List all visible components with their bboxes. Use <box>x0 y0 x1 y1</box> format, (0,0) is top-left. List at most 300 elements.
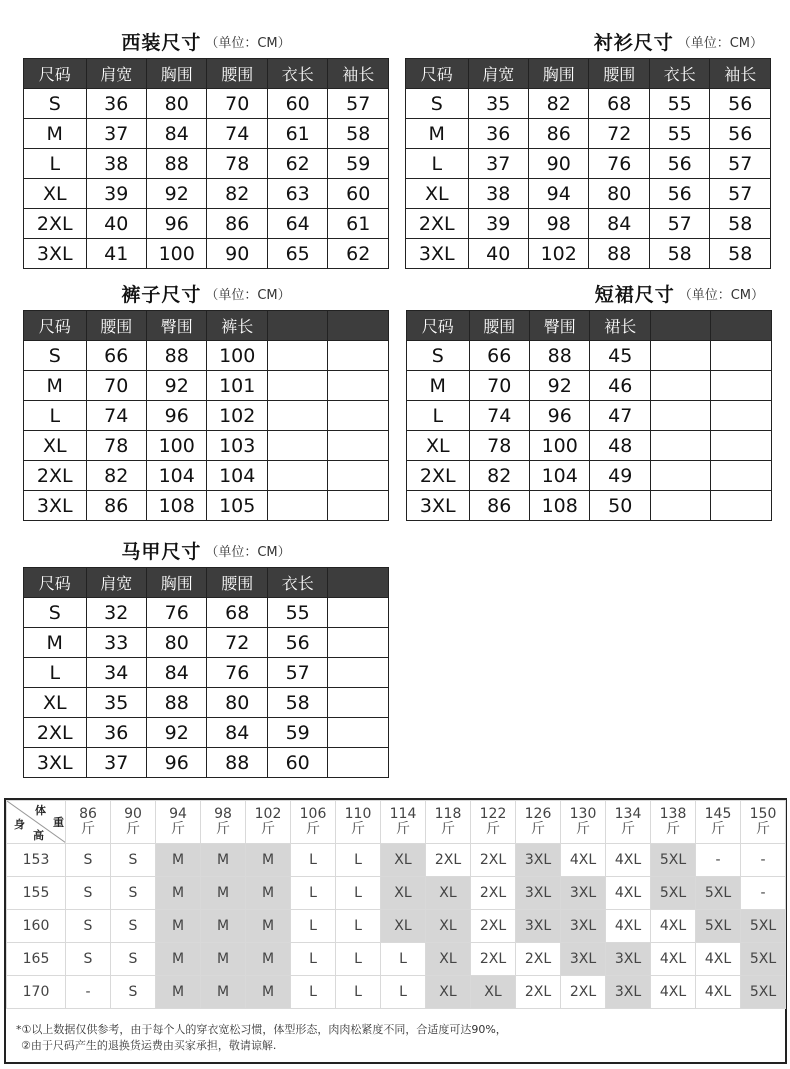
suit-value-cell: 70 <box>207 89 267 119</box>
shirt-value-cell: 88 <box>589 239 649 269</box>
vest-size-cell: 2XL <box>24 718 87 748</box>
suit-table-row <box>24 149 389 179</box>
vest-value-cell: 35 <box>86 688 146 718</box>
recommended-size-cell: L <box>336 943 381 976</box>
shirt-size-cell: XL <box>406 179 469 209</box>
vest-value-cell <box>328 598 389 628</box>
pants-value-cell <box>328 431 389 461</box>
weight-header-row <box>7 801 786 844</box>
vest-value-cell: 36 <box>86 718 146 748</box>
weight-header-cell <box>291 801 336 844</box>
skirt-table-row <box>407 371 772 401</box>
suit-title-text: 西装尺寸 <box>121 32 202 54</box>
recommended-size-cell: M <box>156 877 201 910</box>
pants-value-cell <box>267 341 327 371</box>
recommended-size-cell: XL <box>381 844 426 877</box>
weight-header-cell <box>471 801 516 844</box>
vest-value-cell: 76 <box>146 598 206 628</box>
shirt-table-row <box>406 119 771 149</box>
suit-header-cell: 衣长 <box>267 59 327 89</box>
weight-value: 138 <box>659 806 687 822</box>
recommended-size-cell: XL <box>426 910 471 943</box>
weight-value: 130 <box>569 806 597 822</box>
skirt-table-row <box>407 431 772 461</box>
vest-value-cell: 33 <box>86 628 146 658</box>
size-recommendation-chart <box>4 798 787 1064</box>
suit-value-cell: 86 <box>207 209 267 239</box>
skirt-value-cell: 86 <box>469 491 529 521</box>
vest-value-cell: 72 <box>207 628 267 658</box>
pants-header-cell: 臀围 <box>146 311 206 341</box>
recommendation-table <box>6 800 786 1009</box>
recommended-size-cell: M <box>156 910 201 943</box>
recommended-size-cell: M <box>201 877 246 910</box>
skirt-value-cell <box>650 491 710 521</box>
suit-value-cell: 61 <box>328 209 389 239</box>
suit-value-cell: 38 <box>86 149 146 179</box>
pants-value-cell <box>267 461 327 491</box>
weight-unit: 斤 <box>756 821 770 837</box>
vest-value-cell <box>328 688 389 718</box>
suit-value-cell: 63 <box>267 179 327 209</box>
skirt-value-cell <box>650 341 710 371</box>
vest-size-cell: XL <box>24 688 87 718</box>
shirt-value-cell: 55 <box>649 89 709 119</box>
suit-value-cell: 80 <box>146 89 206 119</box>
suit-header-cell: 肩宽 <box>86 59 146 89</box>
shirt-table-row <box>406 209 771 239</box>
skirt-header-cell <box>711 311 772 341</box>
shirt-value-cell: 58 <box>710 209 771 239</box>
vest-title-text: 马甲尺寸 <box>121 541 202 563</box>
weight-value: 94 <box>169 806 187 822</box>
size-notes <box>16 1022 507 1054</box>
vest-value-cell: 80 <box>207 688 267 718</box>
pants-size-cell: 2XL <box>24 461 87 491</box>
pants-header-cell <box>328 311 389 341</box>
shirt-table-row <box>406 89 771 119</box>
vest-table-row <box>24 598 389 628</box>
shirt-size-cell: S <box>406 89 469 119</box>
suit-header-cell: 腰围 <box>207 59 267 89</box>
skirt-value-cell <box>650 401 710 431</box>
recommended-size-cell: XL <box>426 976 471 1009</box>
recommended-size-cell: 3XL <box>516 877 561 910</box>
weight-header-cell <box>606 801 651 844</box>
height-row <box>7 910 786 943</box>
weight-unit: 斤 <box>666 821 680 837</box>
skirt-size-cell: 3XL <box>407 491 470 521</box>
recommended-size-cell: M <box>201 844 246 877</box>
pants-size-table <box>23 310 389 521</box>
weight-value: 110 <box>344 806 372 822</box>
recommended-size-cell: L <box>291 943 336 976</box>
pants-value-cell: 103 <box>207 431 267 461</box>
skirt-header-row <box>407 311 772 341</box>
skirt-value-cell: 70 <box>469 371 529 401</box>
pants-value-cell: 100 <box>146 431 206 461</box>
suit-value-cell: 59 <box>328 149 389 179</box>
recommended-size-cell: XL <box>471 976 516 1009</box>
skirt-value-cell: 100 <box>529 431 589 461</box>
weight-header-cell <box>201 801 246 844</box>
recommended-size-cell: 4XL <box>606 877 651 910</box>
recommended-size-cell: 4XL <box>651 910 696 943</box>
skirt-value-cell: 96 <box>529 401 589 431</box>
shirt-table-row <box>406 149 771 179</box>
vest-value-cell <box>328 658 389 688</box>
shirt-value-cell: 35 <box>468 89 528 119</box>
recommended-size-cell: S <box>111 976 156 1009</box>
suit-value-cell: 88 <box>146 149 206 179</box>
suit-value-cell: 36 <box>86 89 146 119</box>
vest-size-cell: S <box>24 598 87 628</box>
suit-size-title <box>23 28 389 58</box>
suit-value-cell: 62 <box>267 149 327 179</box>
weight-unit: 斤 <box>81 821 95 837</box>
recommended-size-cell: L <box>291 877 336 910</box>
pants-value-cell: 74 <box>86 401 146 431</box>
skirt-value-cell: 49 <box>590 461 650 491</box>
shirt-value-cell: 58 <box>649 239 709 269</box>
skirt-table-row <box>407 461 772 491</box>
vest-header-row <box>24 568 389 598</box>
vest-value-cell: 60 <box>267 748 327 778</box>
skirt-header-cell: 裙长 <box>590 311 650 341</box>
shirt-header-cell: 尺码 <box>406 59 469 89</box>
vest-header-cell: 肩宽 <box>86 568 146 598</box>
suit-value-cell: 84 <box>146 119 206 149</box>
shirt-value-cell: 90 <box>528 149 588 179</box>
vest-table-row <box>24 748 389 778</box>
shirt-size-cell: 3XL <box>406 239 469 269</box>
recommended-size-cell: M <box>246 877 291 910</box>
skirt-value-cell <box>650 431 710 461</box>
recommended-size-cell: L <box>291 844 336 877</box>
recommended-size-cell: M <box>201 910 246 943</box>
weight-label-char-1: 体 <box>35 804 46 817</box>
pants-value-cell <box>328 371 389 401</box>
height-cell: 160 <box>7 910 66 943</box>
recommended-size-cell: 5XL <box>741 976 786 1009</box>
weight-unit: 斤 <box>126 821 140 837</box>
pants-value-cell: 88 <box>146 341 206 371</box>
weight-unit: 斤 <box>306 821 320 837</box>
shirt-value-cell: 82 <box>528 89 588 119</box>
pants-table-row <box>24 491 389 521</box>
weight-unit: 斤 <box>171 821 185 837</box>
suit-table-row <box>24 119 389 149</box>
pants-table-row <box>24 431 389 461</box>
shirt-size-table <box>405 58 771 269</box>
pants-value-cell <box>267 371 327 401</box>
shirt-header-cell: 袖长 <box>710 59 771 89</box>
pants-value-cell: 102 <box>207 401 267 431</box>
height-row <box>7 943 786 976</box>
height-cell: 165 <box>7 943 66 976</box>
shirt-value-cell: 57 <box>710 179 771 209</box>
height-weight-corner <box>7 801 66 844</box>
skirt-table-row <box>407 491 772 521</box>
weight-header-cell <box>246 801 291 844</box>
recommended-size-cell: M <box>246 910 291 943</box>
recommended-size-cell: M <box>246 943 291 976</box>
pants-header-cell: 裤长 <box>207 311 267 341</box>
suit-value-cell: 96 <box>146 209 206 239</box>
skirt-value-cell <box>650 461 710 491</box>
weight-header-cell <box>516 801 561 844</box>
suit-value-cell: 74 <box>207 119 267 149</box>
vest-table-row <box>24 718 389 748</box>
weight-unit: 斤 <box>621 821 635 837</box>
vest-value-cell: 80 <box>146 628 206 658</box>
pants-value-cell: 104 <box>146 461 206 491</box>
shirt-value-cell: 58 <box>710 239 771 269</box>
weight-unit: 斤 <box>351 821 365 837</box>
skirt-value-cell <box>711 491 772 521</box>
suit-table-row <box>24 179 389 209</box>
shirt-value-cell: 56 <box>710 119 771 149</box>
weight-value: 98 <box>214 806 232 822</box>
skirt-unit-text: （单位：CM） <box>678 288 764 303</box>
skirt-header-cell: 腰围 <box>469 311 529 341</box>
recommended-size-cell: 2XL <box>471 910 516 943</box>
pants-header-cell: 尺码 <box>24 311 87 341</box>
recommended-size-cell: S <box>111 910 156 943</box>
recommended-size-cell: - <box>741 844 786 877</box>
pants-value-cell: 100 <box>207 341 267 371</box>
height-row <box>7 844 786 877</box>
shirt-value-cell: 84 <box>589 209 649 239</box>
shirt-value-cell: 94 <box>528 179 588 209</box>
suit-table-row <box>24 239 389 269</box>
vest-value-cell: 96 <box>146 748 206 778</box>
weight-value: 86 <box>79 806 97 822</box>
shirt-value-cell: 56 <box>649 179 709 209</box>
pants-size-cell: S <box>24 341 87 371</box>
recommended-size-cell: L <box>291 976 336 1009</box>
suit-size-cell: M <box>24 119 87 149</box>
height-label-char-2: 高 <box>33 829 44 842</box>
suit-size-table <box>23 58 389 269</box>
weight-unit: 斤 <box>441 821 455 837</box>
recommended-size-cell: XL <box>381 910 426 943</box>
recommended-size-cell: M <box>156 844 201 877</box>
vest-header-cell: 腰围 <box>207 568 267 598</box>
shirt-value-cell: 39 <box>468 209 528 239</box>
recommended-size-cell: L <box>336 877 381 910</box>
weight-header-cell <box>561 801 606 844</box>
skirt-value-cell: 92 <box>529 371 589 401</box>
suit-size-cell: 3XL <box>24 239 87 269</box>
suit-size-cell: L <box>24 149 87 179</box>
weight-unit: 斤 <box>216 821 230 837</box>
note-line-1: *①以上数据仅供参考，由于每个人的穿衣宽松习惯，体型形态，肉肉松紧度不同，合适度可达90%， <box>16 1023 507 1036</box>
weight-unit: 斤 <box>486 821 500 837</box>
suit-unit-text: （单位：CM） <box>205 36 291 51</box>
recommended-size-cell: 5XL <box>741 943 786 976</box>
skirt-size-table <box>406 310 772 521</box>
shirt-size-title <box>405 28 771 58</box>
shirt-value-cell: 56 <box>710 89 771 119</box>
recommended-size-cell: 3XL <box>561 943 606 976</box>
recommended-size-cell: 3XL <box>561 877 606 910</box>
recommended-size-cell: M <box>156 943 201 976</box>
vest-value-cell: 56 <box>267 628 327 658</box>
vest-value-cell: 88 <box>207 748 267 778</box>
suit-value-cell: 41 <box>86 239 146 269</box>
vest-table-row <box>24 628 389 658</box>
recommended-size-cell: L <box>291 910 336 943</box>
pants-table-row <box>24 341 389 371</box>
weight-value: 106 <box>299 806 327 822</box>
recommended-size-cell: S <box>111 943 156 976</box>
suit-value-cell: 78 <box>207 149 267 179</box>
skirt-table-row <box>407 341 772 371</box>
recommended-size-cell: L <box>336 910 381 943</box>
weight-unit: 斤 <box>261 821 275 837</box>
pants-value-cell: 78 <box>86 431 146 461</box>
weight-header-cell <box>156 801 201 844</box>
vest-value-cell: 84 <box>207 718 267 748</box>
shirt-value-cell: 80 <box>589 179 649 209</box>
shirt-header-cell: 衣长 <box>649 59 709 89</box>
recommended-size-cell: 2XL <box>471 844 516 877</box>
suit-value-cell: 100 <box>146 239 206 269</box>
vest-size-cell: M <box>24 628 87 658</box>
vest-value-cell: 68 <box>207 598 267 628</box>
skirt-value-cell <box>711 461 772 491</box>
vest-value-cell: 57 <box>267 658 327 688</box>
recommended-size-cell: L <box>336 976 381 1009</box>
recommended-size-cell: M <box>201 943 246 976</box>
recommended-size-cell: 4XL <box>696 943 741 976</box>
pants-size-cell: M <box>24 371 87 401</box>
shirt-header-row <box>406 59 771 89</box>
recommended-size-cell: 5XL <box>696 877 741 910</box>
recommended-size-cell: 5XL <box>651 877 696 910</box>
recommended-size-cell: 3XL <box>516 910 561 943</box>
pants-value-cell: 101 <box>207 371 267 401</box>
recommended-size-cell: S <box>66 844 111 877</box>
skirt-value-cell: 50 <box>590 491 650 521</box>
weight-value: 126 <box>524 806 552 822</box>
shirt-value-cell: 57 <box>649 209 709 239</box>
skirt-value-cell <box>711 401 772 431</box>
weight-header-cell <box>66 801 111 844</box>
pants-value-cell <box>267 491 327 521</box>
shirt-value-cell: 36 <box>468 119 528 149</box>
recommended-size-cell: XL <box>381 877 426 910</box>
weight-header-cell <box>336 801 381 844</box>
suit-value-cell: 39 <box>86 179 146 209</box>
recommended-size-cell: 2XL <box>471 943 516 976</box>
recommended-size-cell: M <box>156 976 201 1009</box>
pants-size-cell: 3XL <box>24 491 87 521</box>
pants-value-cell <box>328 341 389 371</box>
suit-size-cell: 2XL <box>24 209 87 239</box>
suit-size-cell: S <box>24 89 87 119</box>
recommended-size-cell: S <box>111 844 156 877</box>
vest-value-cell: 92 <box>146 718 206 748</box>
skirt-value-cell: 82 <box>469 461 529 491</box>
pants-size-cell: XL <box>24 431 87 461</box>
height-row <box>7 877 786 910</box>
recommended-size-cell: 4XL <box>561 844 606 877</box>
shirt-value-cell: 76 <box>589 149 649 179</box>
shirt-value-cell: 37 <box>468 149 528 179</box>
suit-value-cell: 90 <box>207 239 267 269</box>
weight-unit: 斤 <box>711 821 725 837</box>
suit-table-row <box>24 209 389 239</box>
vest-value-cell: 84 <box>146 658 206 688</box>
shirt-unit-text: （单位：CM） <box>677 36 763 51</box>
suit-table-row <box>24 89 389 119</box>
suit-value-cell: 61 <box>267 119 327 149</box>
shirt-header-cell: 腰围 <box>589 59 649 89</box>
skirt-value-cell: 78 <box>469 431 529 461</box>
recommended-size-cell: 3XL <box>606 943 651 976</box>
shirt-table-row <box>406 239 771 269</box>
skirt-size-cell: M <box>407 371 470 401</box>
suit-value-cell: 64 <box>267 209 327 239</box>
suit-header-cell: 胸围 <box>146 59 206 89</box>
skirt-value-cell: 66 <box>469 341 529 371</box>
pants-value-cell <box>267 401 327 431</box>
skirt-value-cell: 108 <box>529 491 589 521</box>
weight-value: 102 <box>254 806 282 822</box>
suit-value-cell: 65 <box>267 239 327 269</box>
shirt-header-cell: 肩宽 <box>468 59 528 89</box>
vest-value-cell: 32 <box>86 598 146 628</box>
vest-value-cell: 88 <box>146 688 206 718</box>
shirt-table-row <box>406 179 771 209</box>
shirt-value-cell: 55 <box>649 119 709 149</box>
vest-size-cell: L <box>24 658 87 688</box>
suit-value-cell: 82 <box>207 179 267 209</box>
recommended-size-cell: 5XL <box>651 844 696 877</box>
shirt-value-cell: 98 <box>528 209 588 239</box>
pants-value-cell: 66 <box>86 341 146 371</box>
skirt-value-cell <box>711 341 772 371</box>
skirt-value-cell: 88 <box>529 341 589 371</box>
weight-header-cell <box>426 801 471 844</box>
pants-value-cell <box>328 461 389 491</box>
note-line-2: ②由于尺码产生的退换货运费由买家承担，敬请谅解. <box>21 1039 277 1052</box>
weight-header-cell <box>696 801 741 844</box>
skirt-header-cell: 尺码 <box>407 311 470 341</box>
skirt-value-cell: 46 <box>590 371 650 401</box>
skirt-size-title <box>406 280 772 310</box>
vest-value-cell: 76 <box>207 658 267 688</box>
skirt-value-cell: 104 <box>529 461 589 491</box>
suit-value-cell: 37 <box>86 119 146 149</box>
weight-header-cell <box>651 801 696 844</box>
shirt-size-cell: L <box>406 149 469 179</box>
recommended-size-cell: 3XL <box>516 844 561 877</box>
recommended-size-cell: 4XL <box>696 976 741 1009</box>
recommended-size-cell: S <box>66 910 111 943</box>
weight-header-cell <box>111 801 156 844</box>
weight-unit: 斤 <box>396 821 410 837</box>
weight-unit: 斤 <box>576 821 590 837</box>
weight-value: 122 <box>479 806 507 822</box>
shirt-value-cell: 56 <box>649 149 709 179</box>
pants-value-cell: 86 <box>86 491 146 521</box>
vest-size-table <box>23 567 389 778</box>
vest-size-cell: 3XL <box>24 748 87 778</box>
shirt-value-cell: 102 <box>528 239 588 269</box>
